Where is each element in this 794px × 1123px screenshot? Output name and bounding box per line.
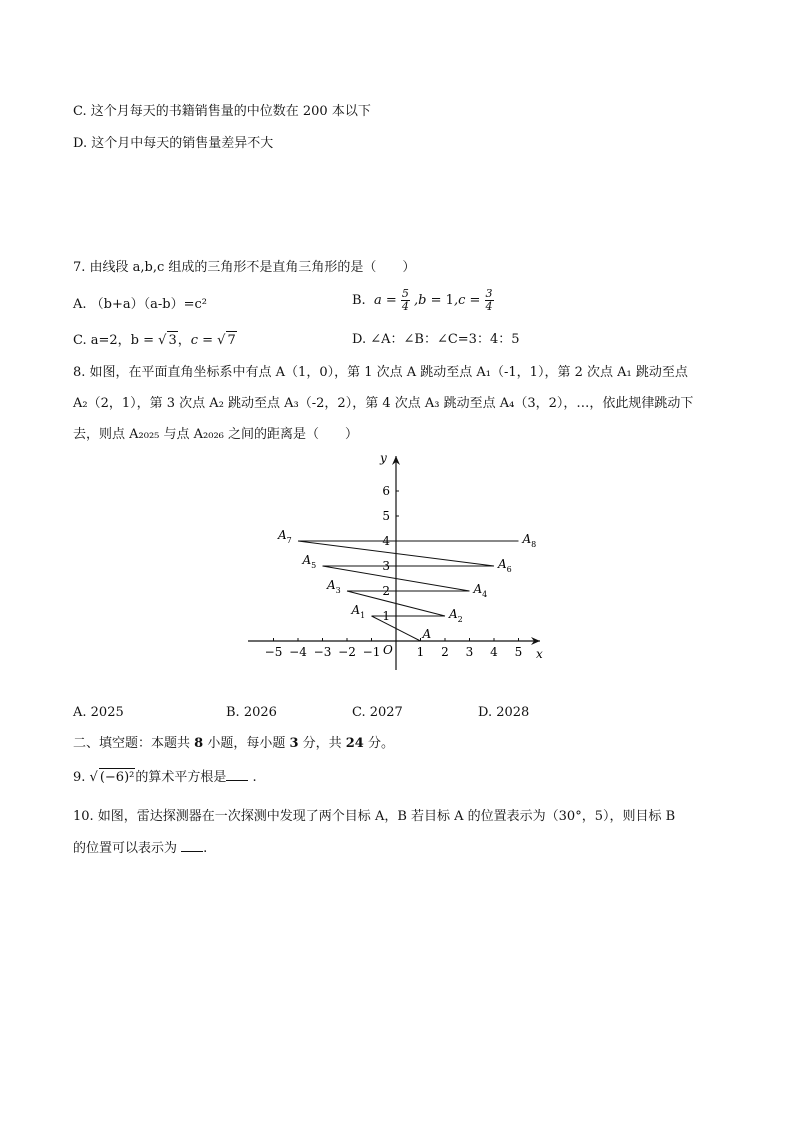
x-tick-label: 1	[416, 645, 425, 659]
coordinate-figure	[240, 448, 560, 678]
x-tick-label: −1	[362, 645, 381, 659]
origin-label: O	[383, 643, 393, 657]
y-tick-label: 1	[382, 609, 390, 623]
q7-b-frac-c: $\frac{3}{4}$	[485, 287, 493, 313]
q7-option-b-prefix: B.	[352, 293, 366, 308]
q8-option-c: C. 2027	[352, 705, 403, 720]
x-tick-label: −2	[338, 645, 356, 659]
point-label-a1: $A_1$	[351, 603, 366, 620]
point-label-a3: $A_3$	[327, 578, 341, 595]
q8-stem-line1: 8. 如图，在平面直角坐标系中有点 A（1，0），第 1 次点 A 跳动至点 A₁（-1，1），第 2 次点 A₁ 跳动至点	[73, 365, 688, 380]
q7-option-c-prefix: C. a=2，b =	[73, 333, 155, 348]
y-tick-label: 6	[382, 484, 390, 498]
x-tick-label: 4	[490, 645, 498, 659]
q9-radicand: (−6)²	[99, 770, 135, 785]
x-tick-label: 5	[514, 645, 523, 659]
q7-b-value: 1	[445, 293, 454, 308]
q8-option-a: A. 2025	[73, 705, 124, 720]
q7-option-c: C. a=2，b = √ 3，c = √ 7	[73, 333, 236, 348]
q10-line2: 的位置可以表示为 .	[73, 841, 208, 856]
x-tick-label: 2	[441, 645, 449, 659]
q10-answer-blank	[181, 839, 203, 852]
q7-option-b: B. a = $\frac{5}{4}$ ,b = 1,c = $\frac{3}{4}$	[352, 287, 493, 313]
y-tick-label: 3	[382, 559, 390, 573]
q7-c-b-radicand: 3	[168, 333, 177, 348]
point-label-a: A	[422, 627, 432, 641]
q8-option-d: D. 2028	[478, 705, 530, 720]
point-label-a7: $A_7$	[278, 528, 292, 545]
y-axis-label: y	[380, 451, 387, 465]
q7-c-c-radicand: 7	[227, 333, 236, 348]
point-label-a4: $A_4$	[473, 582, 488, 599]
q9-text: 的算术平方根是	[135, 770, 227, 785]
x-tick-label: −5	[264, 645, 283, 659]
figure-root	[248, 451, 543, 670]
x-axis-label: x	[536, 647, 543, 661]
q9-number: 9.	[73, 770, 86, 785]
point-label-a8: $A_8$	[522, 532, 537, 549]
point-label-a5: $A_5$	[302, 553, 317, 570]
y-tick-label: 4	[382, 534, 390, 548]
q7-stem: 7. 由线段 a,b,c 组成的三角形不是直角三角形的是（ ）	[73, 260, 416, 275]
x-tick-label: 3	[465, 645, 474, 659]
q7-b-frac-a: $\frac{5}{4}$	[401, 287, 409, 313]
q8-option-b: B. 2026	[226, 705, 277, 720]
q7-option-a: A. （b+a）（a-b）=c²	[73, 297, 207, 312]
q6-option-c: C. 这个月每天的书籍销售量的中位数在 200 本以下	[73, 104, 371, 119]
point-label-a2: $A_2$	[449, 607, 463, 624]
y-tick-label: 5	[382, 509, 390, 523]
y-tick-label: 2	[382, 584, 390, 598]
q6-option-d: D. 这个月中每天的销售量差异不大	[73, 136, 274, 151]
point-label-a6: $A_6$	[498, 557, 512, 574]
q9: 9. √ (−6)²的算术平方根是 .	[73, 770, 257, 785]
q9-answer-blank	[226, 768, 248, 781]
section2-heading: 二、填空题：本题共 8 小题，每小题 3 分，共 24 分。	[73, 736, 394, 751]
q8-stem-line3: 去，则点 A₂₀₂₅ 与点 A₂₀₂₆ 之间的距离是（ ）	[73, 427, 358, 442]
x-tick-label: −3	[313, 645, 332, 659]
q8-stem-line2: A₂（2，1），第 3 次点 A₂ 跳动至点 A₃（-2，2），第 4 次点 A₃ 跳动至点 A₄（3，2），…，依此规律跳动下	[73, 396, 694, 411]
q10-line1: 10. 如图，雷达探测器在一次探测中发现了两个目标 A，B 若目标 A 的位置表示为（30°，5），则目标 B	[73, 809, 676, 824]
x-tick-label: −4	[289, 645, 307, 659]
q7-option-d: D. ∠A：∠B：∠C=3：4：5	[352, 332, 520, 347]
